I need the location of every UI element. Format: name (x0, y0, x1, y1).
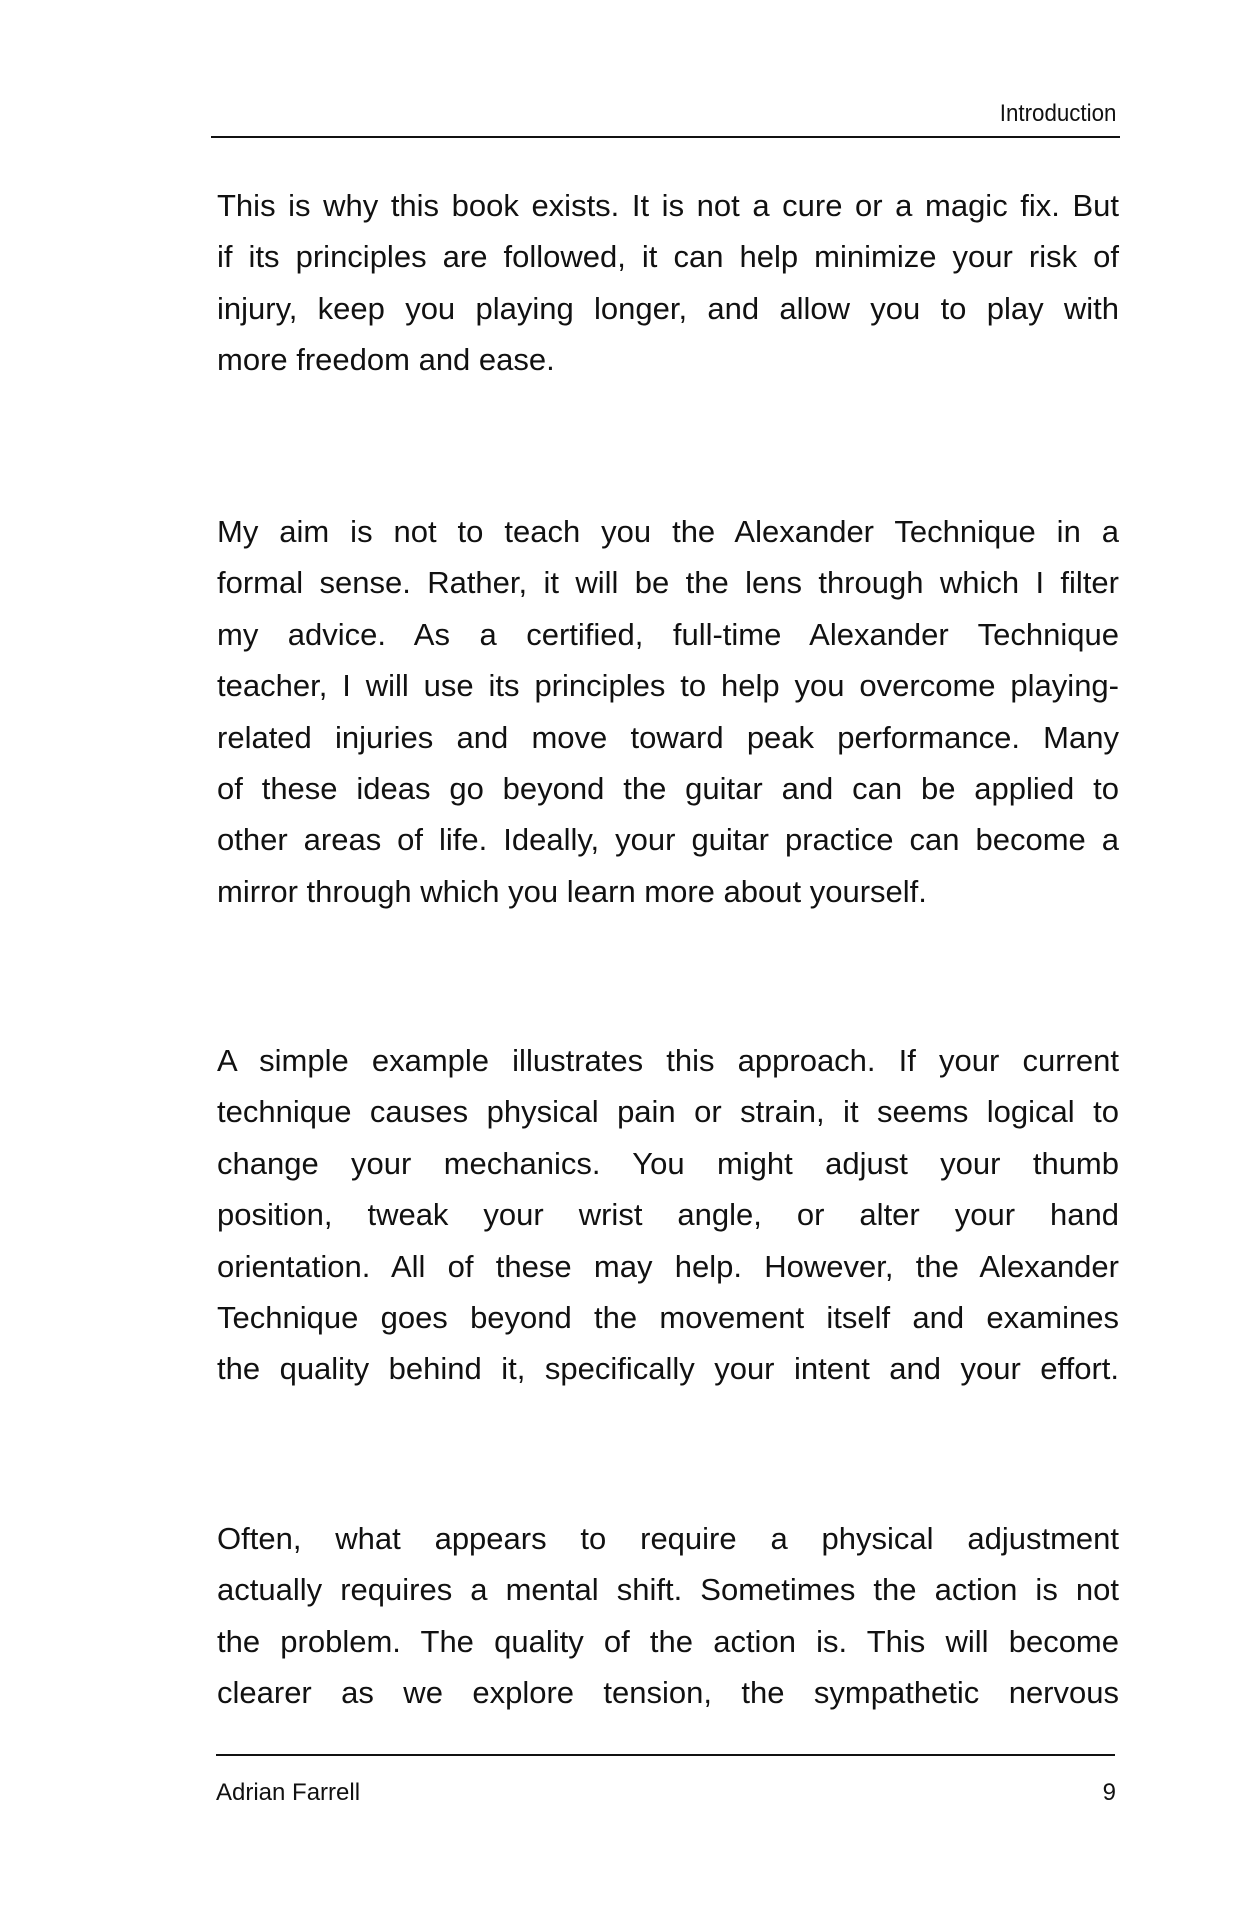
text-line: actually requires a mental shift. Sometimes the action is not (217, 1572, 1119, 1608)
text-line: change your mechanics. You might adjust your thumb (217, 1145, 1119, 1181)
text-line: teacher, I will use its principles to help you overcome playing- (217, 668, 1119, 704)
page-footer (216, 1778, 1116, 1808)
text-line: formal sense. Rather, it will be the lens through which I filter (217, 565, 1119, 601)
text-line: of these ideas go beyond the guitar and can be applied to (217, 770, 1119, 806)
paragraph-1 (217, 180, 1119, 386)
page-number: 9 (1102, 1779, 1116, 1806)
text-line: position, tweak your wrist angle, or alter your hand (217, 1197, 1119, 1233)
text-line: This is why this book exists. It is not a cure or a magic fix. But (217, 188, 1119, 223)
text-line: clearer as we explore tension, the sympathetic nervous (217, 1675, 1119, 1711)
paragraph-2 (217, 506, 1119, 917)
header-rule (211, 136, 1120, 138)
text-line: A simple example illustrates this approach. If your current (217, 1043, 1119, 1078)
text-line: Often, what appears to require a physical adjustment (217, 1521, 1119, 1556)
text-line: My aim is not to teach you the Alexander Technique in a (217, 514, 1119, 549)
text-line: other areas of life. Ideally, your guitar practice can become a (217, 822, 1119, 858)
text-line: technique causes physical pain or strain, it seems logical to (217, 1094, 1119, 1130)
text-line: orientation. All of these may help. However, the Alexander (217, 1248, 1119, 1284)
text-line: the quality behind it, specifically your intent and your effort. (217, 1351, 1119, 1387)
text-line: more freedom and ease. (217, 342, 555, 378)
text-line: mirror through which you learn more about yourself. (217, 873, 927, 909)
text-line: the problem. The quality of the action is. This will become (217, 1623, 1119, 1659)
text-line: Technique goes beyond the movement itself and examines (217, 1299, 1119, 1335)
text-line: my advice. As a certified, full-time Alexander Technique (217, 616, 1119, 652)
paragraph-4 (217, 1513, 1119, 1719)
running-header-title: Introduction (999, 100, 1116, 127)
text-line: if its principles are followed, it can help minimize your risk of (217, 239, 1119, 275)
text-line: related injuries and move toward peak performance. Many (217, 719, 1119, 755)
footer-rule (216, 1754, 1115, 1756)
footer-author: Adrian Farrell (216, 1779, 361, 1806)
text-line: injury, keep you playing longer, and allow you to play with (217, 290, 1119, 326)
paragraph-3 (217, 1035, 1119, 1395)
